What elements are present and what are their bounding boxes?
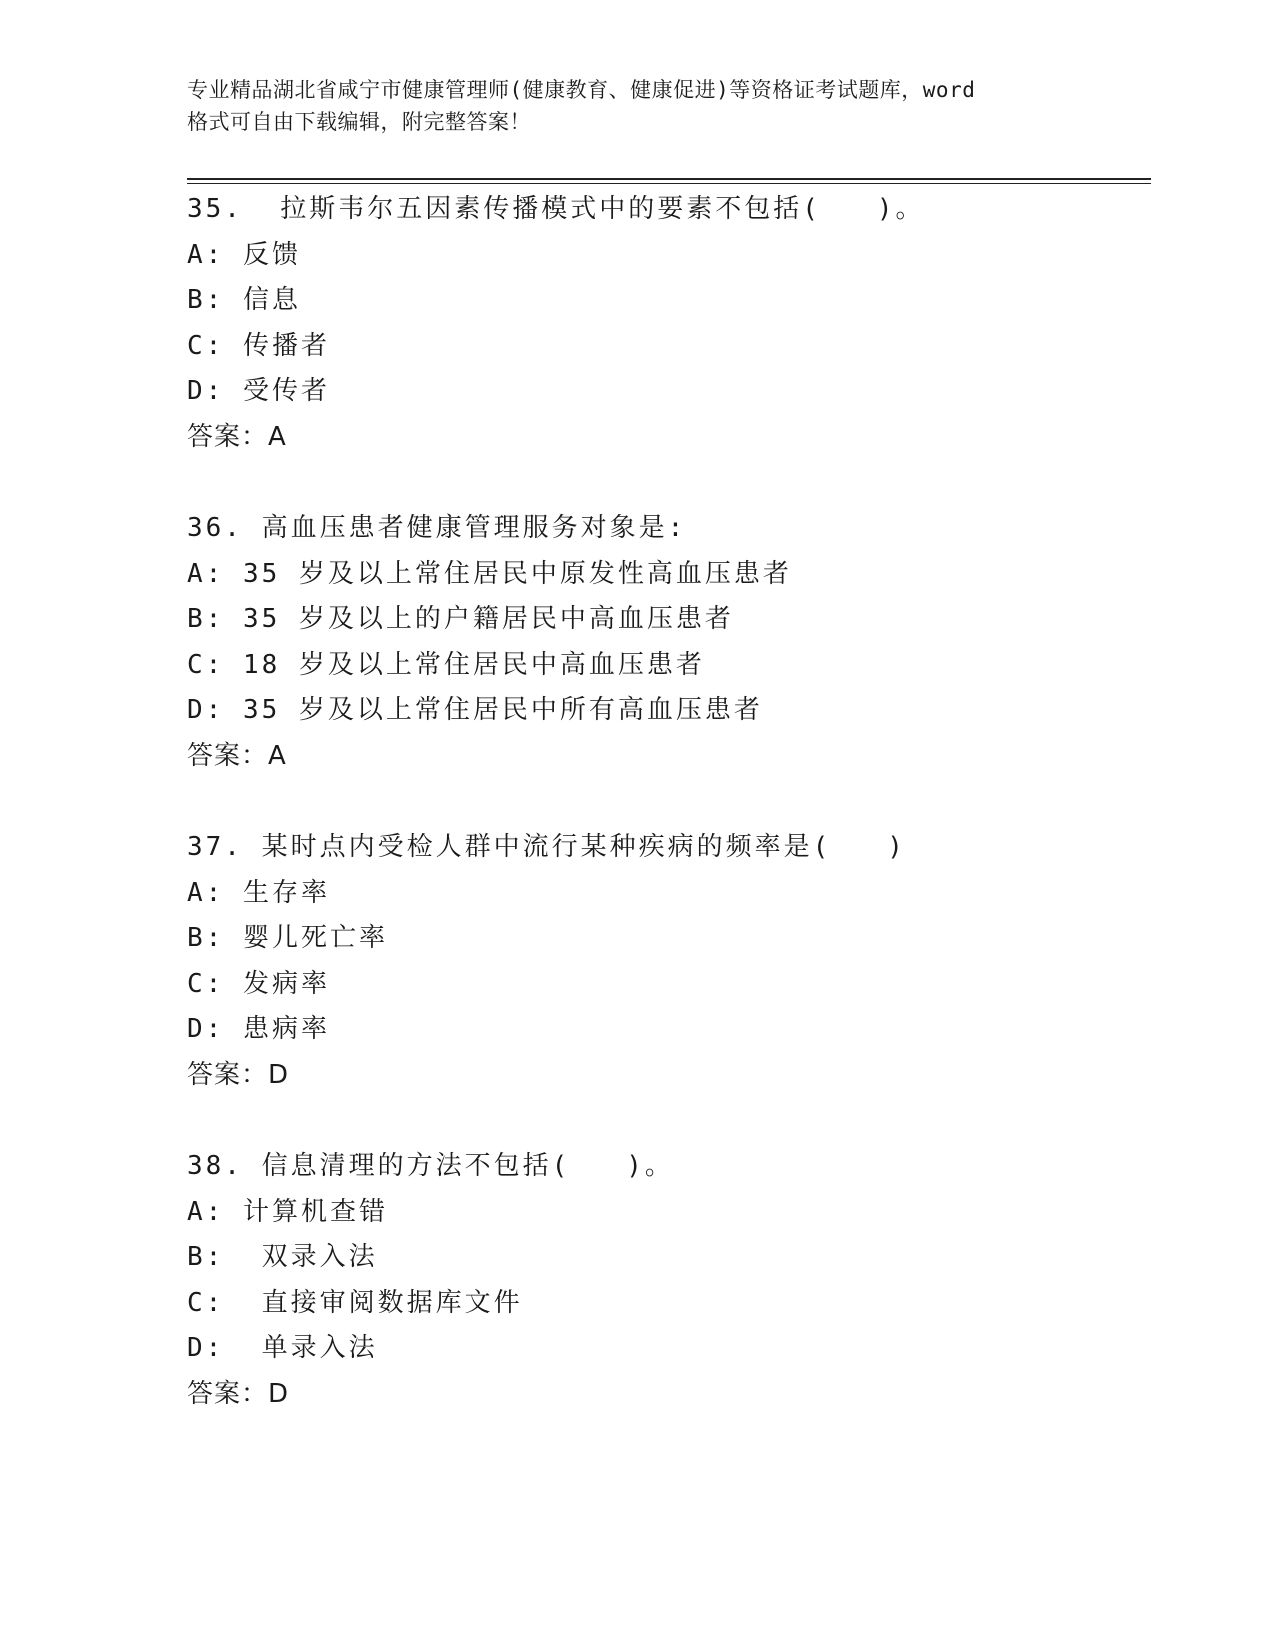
option-d: D: 受传者 xyxy=(187,376,330,406)
question-stem: 37. 某时点内受检人群中流行某种疾病的频率是( ) xyxy=(187,832,906,862)
answer: 答案：A xyxy=(187,740,287,771)
option-b: B: 双录入法 xyxy=(187,1242,378,1272)
question-stem: 38. 信息清理的方法不包括( )。 xyxy=(187,1151,674,1181)
option-a: A: 生存率 xyxy=(187,877,330,908)
option-c: C: 18 岁及以上常住居民中高血压患者 xyxy=(187,649,705,680)
question-stem: 35. 拉斯韦尔五因素传播模式中的要素不包括( )。 xyxy=(187,194,925,224)
header-divider-thin xyxy=(187,183,1151,184)
option-c: C: 传播者 xyxy=(187,330,330,361)
option-d: D: 患病率 xyxy=(187,1014,330,1044)
option-b: B: 婴儿死亡率 xyxy=(187,923,388,953)
option-a: A: 计算机查错 xyxy=(187,1196,388,1227)
question-35 xyxy=(187,187,1187,460)
header-line-2: 格式可自由下载编辑，附完整答案！ xyxy=(187,110,531,134)
option-c: C: 发病率 xyxy=(187,968,330,999)
option-b: B: 信息 xyxy=(187,285,301,315)
answer: 答案：D xyxy=(187,1378,290,1409)
answer: 答案：D xyxy=(187,1059,290,1090)
header-line-1: 专业精品湖北省咸宁市健康管理师(健康教育、健康促进)等资格证考试题库，word xyxy=(187,78,976,102)
question-37 xyxy=(187,825,1187,1098)
option-a: A: 反馈 xyxy=(187,239,301,270)
header-divider-thick xyxy=(187,178,1151,180)
option-c: C: 直接审阅数据库文件 xyxy=(187,1287,523,1318)
option-b: B: 35 岁及以上的户籍居民中高血压患者 xyxy=(187,604,734,634)
option-d: D: 单录入法 xyxy=(187,1333,378,1363)
option-d: D: 35 岁及以上常住居民中所有高血压患者 xyxy=(187,695,763,725)
option-a: A: 35 岁及以上常住居民中原发性高血压患者 xyxy=(187,558,792,589)
question-stem: 36. 高血压患者健康管理服务对象是: xyxy=(187,513,687,543)
question-36 xyxy=(187,506,1187,779)
question-38 xyxy=(187,1144,1187,1417)
answer: 答案：A xyxy=(187,421,287,452)
page-header xyxy=(187,74,1107,138)
